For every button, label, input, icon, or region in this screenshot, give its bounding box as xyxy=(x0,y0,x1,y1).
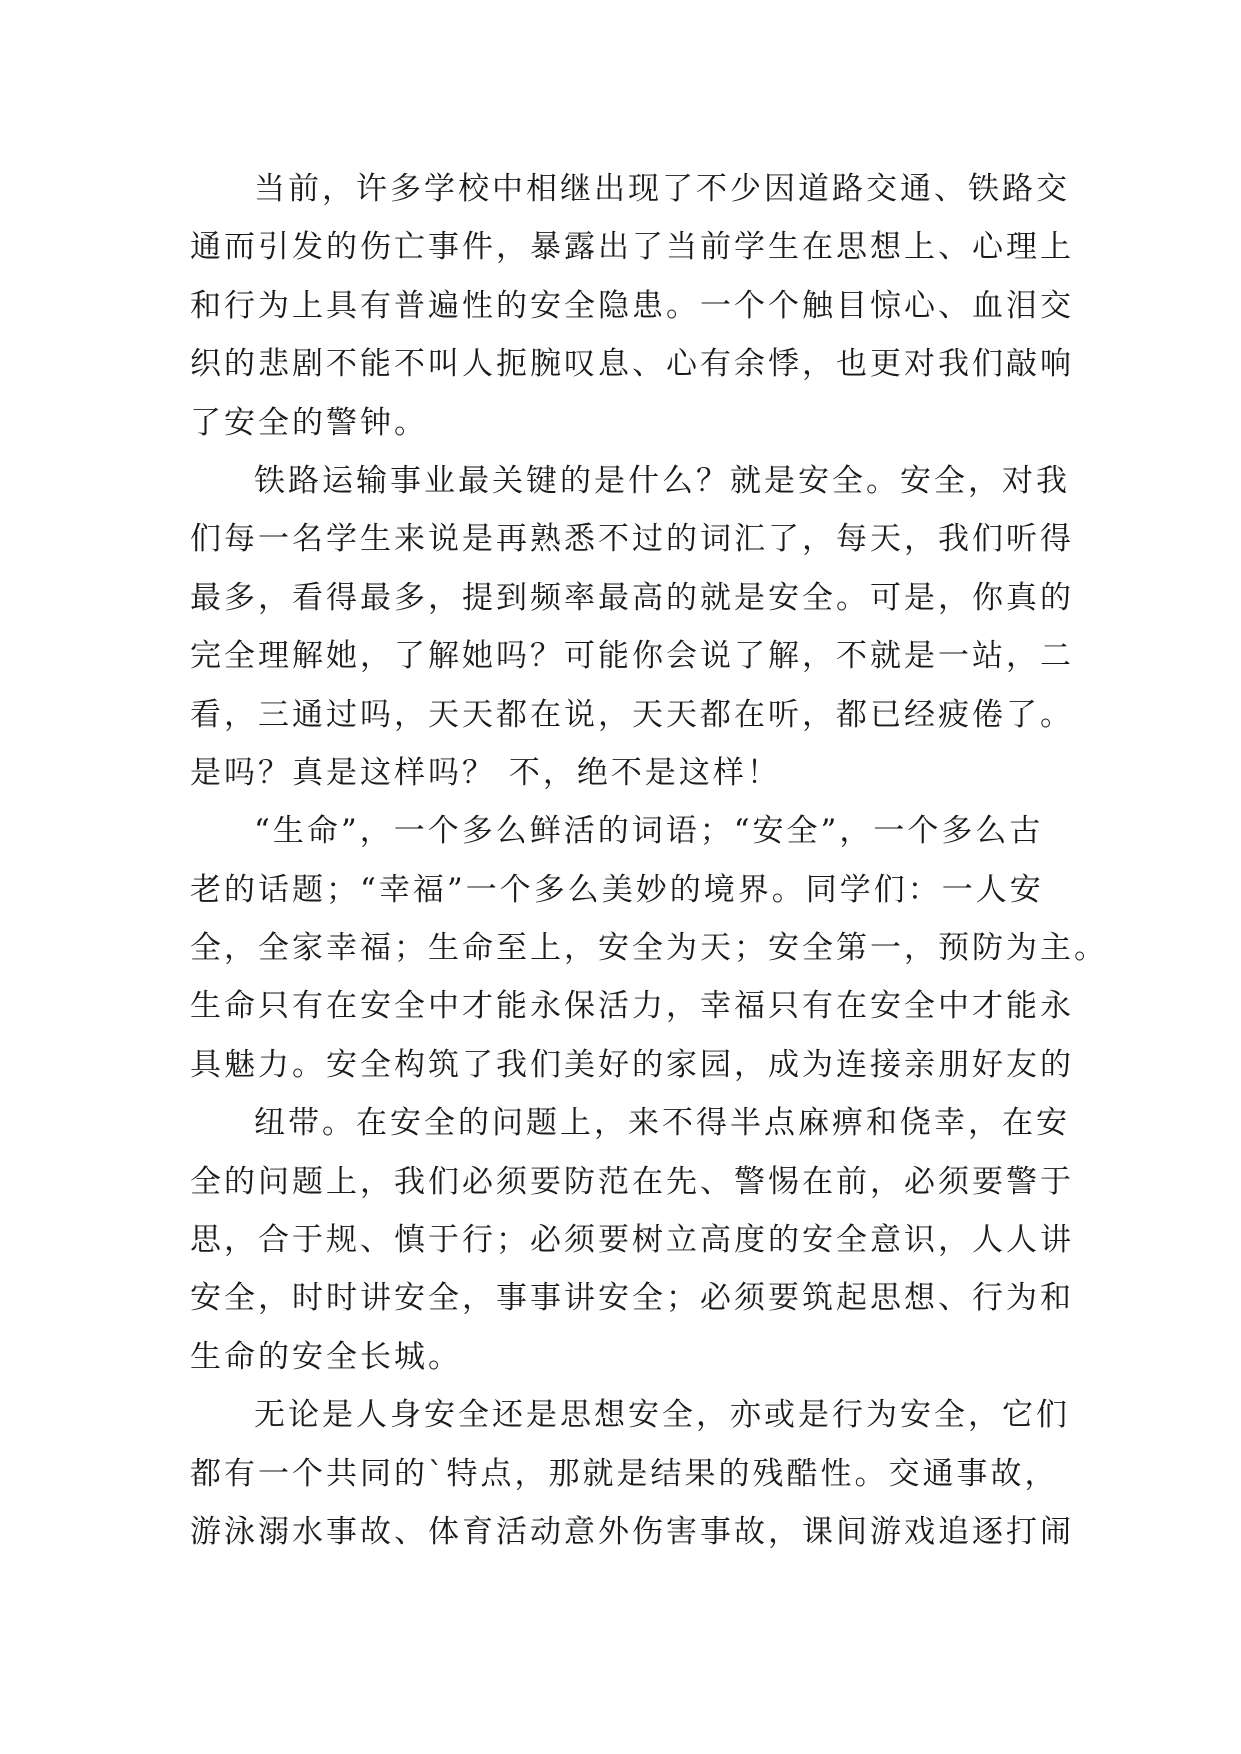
text-line: 最多，看得最多，提到频率最高的就是安全。可是，你真的 xyxy=(190,579,1074,616)
text-line: 都有一个共同的`特点，那就是结果的残酷性。交通事故， xyxy=(190,1455,1059,1492)
document-body xyxy=(190,160,1108,1561)
text-line: 生命只有在安全中才能永保活力，幸福只有在安全中才能永 xyxy=(190,988,1074,1025)
text-line: 安全，时时讲安全，事事讲安全；必须要筑起思想、行为和 xyxy=(190,1280,1074,1317)
text-line: 完全理解她，了解她吗？可能你会说了解，不就是一站，二 xyxy=(190,638,1074,675)
text-line: 织的悲剧不能不叫人扼腕叹息、心有余悸，也更对我们敲响 xyxy=(190,346,1074,383)
text-line: 看，三通过吗，天天都在说，天天都在听，都已经疲倦了。 xyxy=(190,696,1074,733)
text-line: 思，合于规、慎于行；必须要树立高度的安全意识，人人讲 xyxy=(190,1222,1074,1259)
text-line: 全的问题上，我们必须要防范在先、警惕在前，必须要警于 xyxy=(190,1163,1074,1200)
text-line: 和行为上具有普遍性的安全隐患。一个个触目惊心、血泪交 xyxy=(190,287,1074,324)
text-line: 纽带。在安全的问题上，来不得半点麻痹和侥幸，在安 xyxy=(254,1105,1070,1142)
text-line: 是吗？真是这样吗？ 不，绝不是这样！ xyxy=(190,754,781,791)
text-line: 们每一名学生来说是再熟悉不过的词汇了，每天，我们听得 xyxy=(190,521,1074,558)
text-line: 当前，许多学校中相继出现了不少因道路交通、铁路交 xyxy=(254,171,1070,207)
text-line: “生命”，一个多么鲜活的词语；“安全”，一个多么古 xyxy=(254,813,1044,850)
text-line: 生命的安全长城。 xyxy=(190,1338,462,1375)
text-line: 全，全家幸福；生命至上，安全为天；安全第一，预防为主。 xyxy=(190,930,1108,967)
text-line: 具魅力。安全构筑了我们美好的家园，成为连接亲朋好友的 xyxy=(190,1046,1074,1083)
text-line: 铁路运输事业最关键的是什么？就是安全。安全，对我 xyxy=(254,462,1070,499)
text-line: 游泳溺水事故、体育活动意外伤害事故，课间游戏追逐打闹 xyxy=(190,1513,1074,1550)
text-line: 通而引发的伤亡事件，暴露出了当前学生在思想上、心理上 xyxy=(190,229,1074,266)
text-line: 老的话题；“幸福”一个多么美妙的境界。同学们：一人安 xyxy=(190,871,1044,908)
text-line: 无论是人身安全还是思想安全，亦或是行为安全，它们 xyxy=(254,1397,1070,1434)
text-line: 了安全的警钟。 xyxy=(190,404,428,441)
